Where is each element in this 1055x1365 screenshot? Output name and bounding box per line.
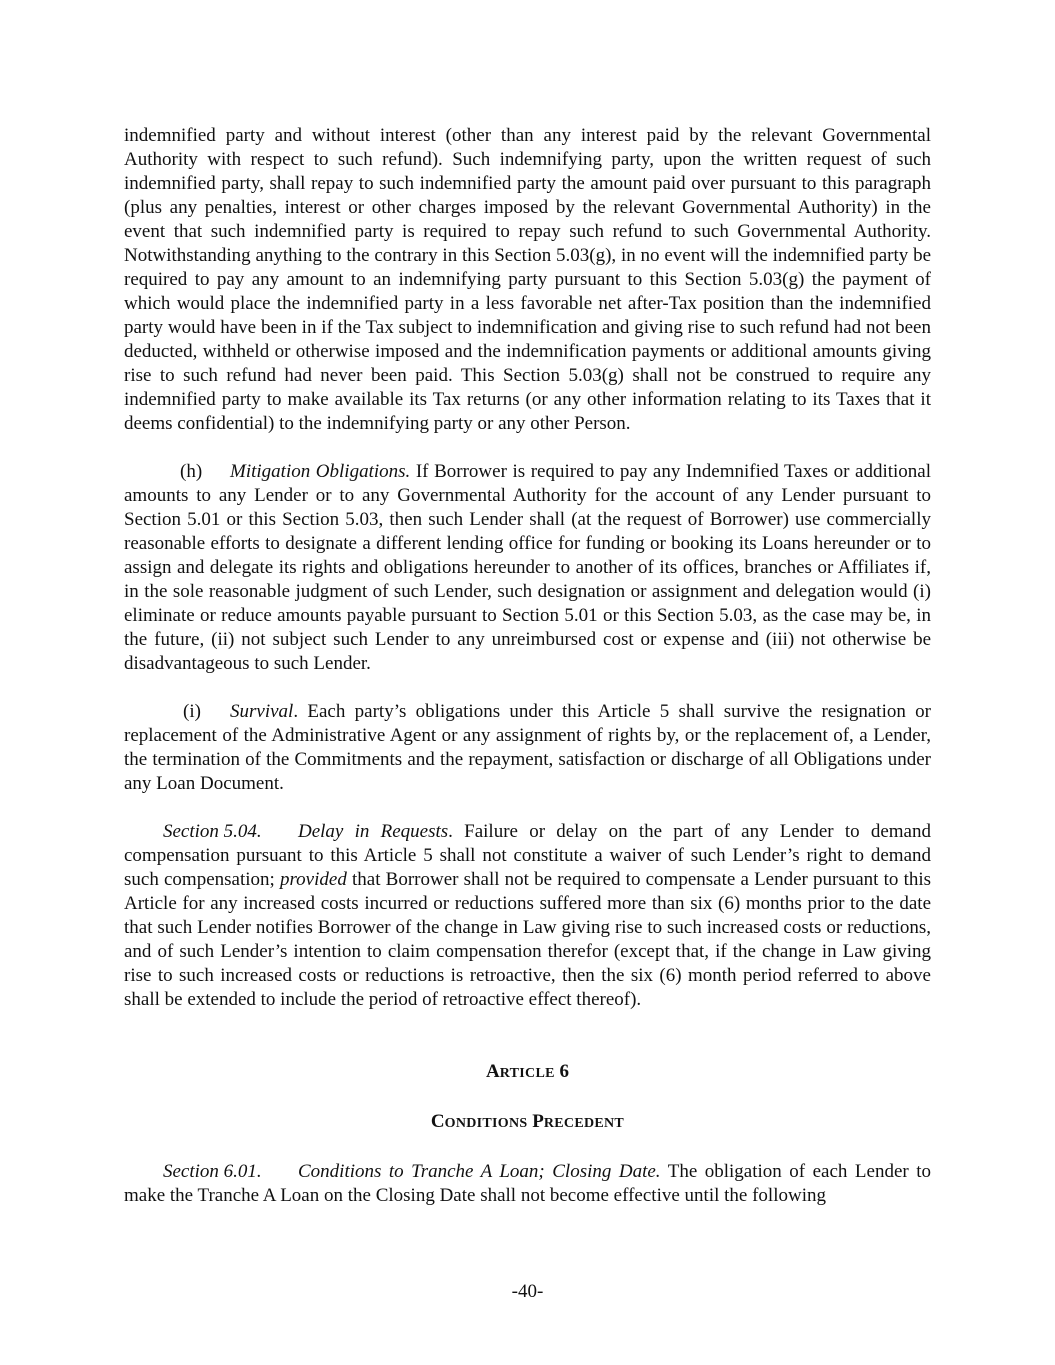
- provided-term: provided: [279, 869, 347, 890]
- article-heading: ARTICLE 6: [486, 1061, 569, 1082]
- article-title: CONDITIONS PRECEDENT: [430, 1111, 625, 1132]
- section-5-04: Section 5.04. Delay in Requests. Failure or delay on the part of any Lender to demand compensation pursuant to this Article 5 shall not constitute a waiver of such Lender’s right to demand such compensation; provided that Borrower shall not be required to compensate a Lender pursuant to this Article for any increased costs incurred or reductions suffered more than six (6) months prior to the date that such Lender notifies Borrower of the change in Law giving rise to such increased costs or reductions, and of such Lender’s intention to claim compensation therefor (except that, if the change in Law giving rise to such increased costs or reductions is retroactive, then the six (6) month period referred to above shall be extended to include the period of retroactive effect thereof).: [124, 821, 932, 1010]
- paragraph-i-survival: (i) Survival. Each party’s obligations under this Article 5 shall survive the resignation or replacement of the Administrative Agent or any assignment of rights by, or the replacement of, a Lender, the termination of the Commitments and the repayment, satisfaction or discharge of all Obligations under any Loan Document.: [124, 701, 931, 794]
- document-body: [124, 124, 931, 1208]
- section-number: Section 5.04.: [163, 821, 262, 842]
- section-6-01: Section 6.01. Conditions to Tranche A Loan; Closing Date. The obligation of each Lender to make the Tranche A Loan on the Closing Date shall not become effective until the following: [124, 1161, 931, 1206]
- item-title: Survival: [230, 701, 294, 722]
- item-title: Mitigation Obligations.: [230, 461, 411, 482]
- paragraph-5-03g-continued: indemnified party and without interest (other than any interest paid by the relevant Governmental Authority with respect to such refund). Such indemnifying party, upon the written request of such indemnified party, shall repay to such indemnified party the amount paid over pursuant to this paragraph (plus any penalties, interest or other charges imposed by the relevant Governmental Authority) in the event that such indemnified party is required to repay such refund to such Governmental Authority. Notwithstanding anything to the contrary in this Section 5.03(g), in no event will the indemnified party be required to pay any amount to an indemnifying party pursuant to this Section 5.03(g) the payment of which would place the indemnified party in a less favorable net after-Tax position than the indemnified party would have been in if the Tax subject to indemnification and giving rise to such refund had not been deducted, withheld or otherwise imposed and the indemnification payments or additional amounts giving rise to such refund had never been paid. This Section 5.03(g) shall not be construed to require any indemnified party to make available its Tax returns (or any other information relating to its Taxes that it deems confidential) to the indemnifying party or any other Person.: [124, 125, 931, 434]
- item-number: (h): [180, 461, 203, 482]
- section-title: Delay in Requests: [298, 821, 449, 842]
- section-number: Section 6.01.: [163, 1161, 262, 1182]
- section-title: Conditions to Tranche A Loan; Closing Date.: [298, 1161, 661, 1182]
- paragraph-h-mitigation: (h) Mitigation Obligations. If Borrower is required to pay any Indemnified Taxes or additional amounts to any Lender or to any Governmental Authority for the account of any Lender pursuant to Section 5.01 or this Section 5.03, then such Lender shall (at the request of Borrower) use commercially reasonable efforts to designate a different lending office for funding or booking its Loans hereunder or to assign and delegate its rights and obligations hereunder to another of its offices, branches or Affiliates if, in the sole reasonable judgment of such Lender, such designation or assignment and delegation would (i) eliminate or reduce amounts payable pursuant to Section 5.01 or this Section 5.03, as the case may be, in the future, (ii) not subject such Lender to any unreimbursed cost or expense and (iii) not otherwise be disadvantageous to such Lender.: [124, 461, 932, 674]
- item-number: (i): [183, 701, 201, 722]
- page-number: -40-: [511, 1281, 544, 1302]
